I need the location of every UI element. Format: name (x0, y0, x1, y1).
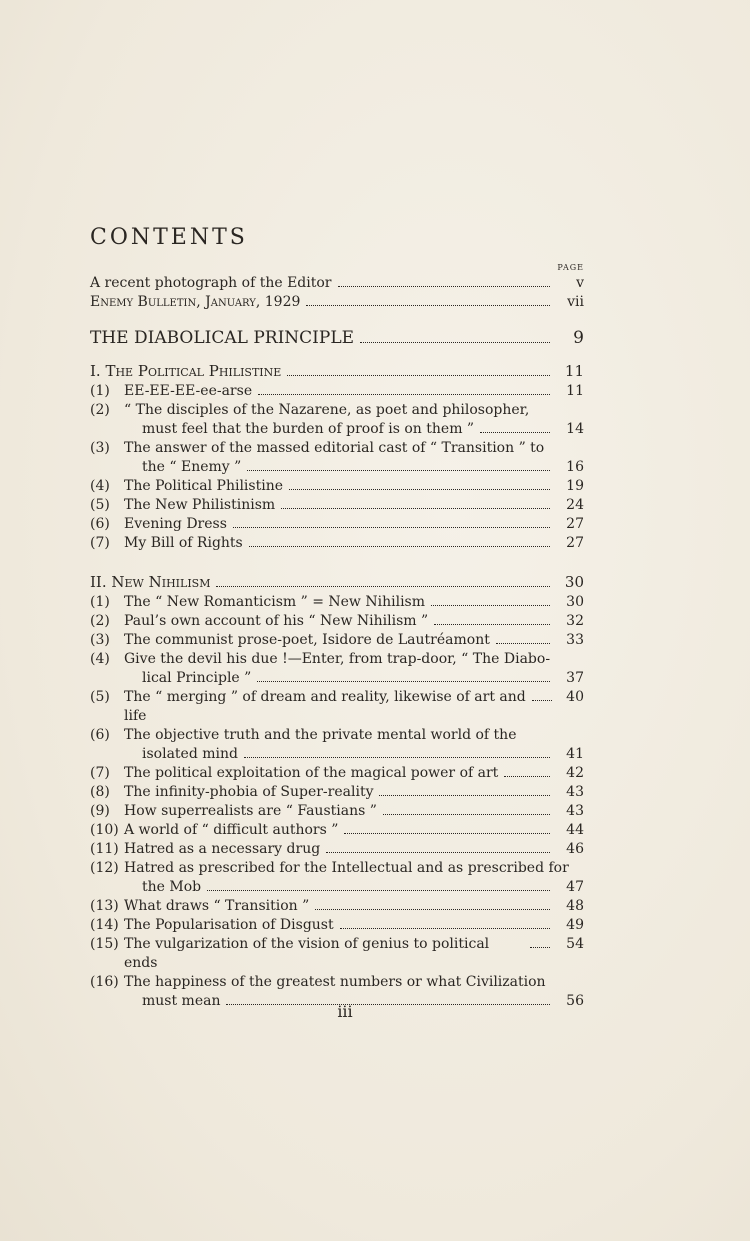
entry-number: (9) (90, 803, 110, 819)
entry-number: (12) (90, 860, 119, 876)
dot-leader (315, 909, 550, 910)
entry-page: 16 (566, 459, 584, 475)
entry-text: “ The disciples of the Nazarene, as poet and philosopher, (124, 402, 530, 418)
toc-line (90, 897, 584, 916)
toc-line (90, 420, 584, 439)
toc-entry (90, 859, 584, 897)
dot-leader (504, 776, 550, 777)
toc-line (90, 821, 584, 840)
toc-line (90, 401, 584, 420)
toc-line (90, 973, 584, 992)
main-title-page: 9 (573, 328, 584, 348)
toc-line (90, 726, 584, 745)
toc-entry (90, 821, 584, 840)
entry-page: 37 (566, 670, 584, 686)
entry-text: The Political Philistine (124, 478, 284, 494)
entry-number: (7) (90, 535, 110, 551)
part1-heading (90, 360, 584, 382)
toc-entry (90, 401, 584, 439)
entry-text: The happiness of the greatest numbers or what Civilization (124, 974, 546, 990)
entry-text: isolated mind (142, 746, 238, 762)
entry-text: Hatred as prescribed for the Intellectual and as prescribed for (124, 860, 569, 876)
part1-title: I. The Political Philistine (90, 362, 282, 380)
main-title-entry (90, 326, 584, 350)
toc-line (90, 477, 584, 496)
toc-line (90, 650, 584, 669)
entry-page: vii (567, 294, 584, 310)
toc-line (90, 764, 584, 783)
part2-title: II. New Nihilism (90, 573, 211, 591)
entry-page: 46 (566, 841, 584, 857)
part1-items (90, 382, 584, 553)
dot-leader (496, 643, 550, 644)
entry-text: Give the devil his due !—Enter, from trap-door, “ The Diabo- (124, 651, 551, 667)
toc-line (90, 783, 584, 802)
entry-page: 24 (566, 497, 584, 513)
toc-line (90, 612, 584, 631)
entry-number: (6) (90, 727, 110, 743)
entry-text: The vulgarization of the vision of genius to political ends (124, 936, 490, 971)
dot-leader (340, 928, 550, 929)
dot-leader (434, 624, 550, 625)
toc-entry (90, 783, 584, 802)
entry-number: (10) (90, 822, 119, 838)
entry-number: (7) (90, 765, 110, 781)
dot-leader (338, 286, 551, 287)
toc-line (90, 802, 584, 821)
dot-leader (226, 1004, 550, 1005)
toc-line (90, 534, 584, 553)
entry-number: (2) (90, 402, 110, 418)
entry-number: (4) (90, 478, 110, 494)
dot-leader (249, 546, 550, 547)
entry-number: (14) (90, 917, 119, 933)
entry-text: the Mob (142, 879, 202, 895)
dot-leader (244, 757, 550, 758)
entry-number: (8) (90, 784, 110, 800)
page-column-label: PAGE (557, 263, 584, 272)
toc-entry (90, 802, 584, 821)
dot-leader (216, 586, 550, 587)
entry-text: The political exploitation of the magical power of art (124, 765, 499, 781)
entry-page: 47 (566, 879, 584, 895)
entry-page: 14 (566, 421, 584, 437)
entry-page: 11 (566, 383, 584, 399)
front-matter-entry (90, 274, 584, 293)
dot-leader (530, 947, 550, 948)
entry-text: How superrealists are “ Faustians ” (124, 803, 377, 819)
part2-items (90, 593, 584, 1011)
entry-text: Enemy Bulletin, January, 1929 (90, 294, 301, 310)
entry-number: (5) (90, 497, 110, 513)
entry-number: (6) (90, 516, 110, 532)
dot-leader (326, 852, 550, 853)
toc-line (90, 916, 584, 935)
entry-page: 40 (566, 689, 584, 705)
toc-entry (90, 726, 584, 764)
dot-leader (247, 470, 550, 471)
entry-number: (4) (90, 651, 110, 667)
entry-text: The objective truth and the private mental world of the (124, 727, 517, 743)
toc-line (90, 458, 584, 477)
entry-page: 43 (566, 803, 584, 819)
entry-number: (3) (90, 440, 110, 456)
toc-line (90, 688, 584, 726)
dot-leader (379, 795, 550, 796)
entry-page: v (576, 275, 584, 291)
entry-page: 27 (566, 516, 584, 532)
toc-entry (90, 840, 584, 859)
entry-text: lical Principle ” (142, 670, 252, 686)
dot-leader (281, 508, 550, 509)
dot-leader (289, 489, 550, 490)
part1-page: 11 (564, 362, 584, 380)
toc-line (90, 593, 584, 612)
toc-entry (90, 534, 584, 553)
page-title: CONTENTS (90, 225, 248, 250)
part2-heading (90, 571, 584, 593)
entry-number: (1) (90, 594, 110, 610)
entry-page: 44 (566, 822, 584, 838)
toc-line (90, 935, 584, 973)
dot-leader (383, 814, 550, 815)
toc-entry (90, 612, 584, 631)
entry-number: (3) (90, 632, 110, 648)
entry-text: The communist prose-poet, Isidore de Lautréamont (124, 632, 490, 648)
dot-leader (306, 305, 550, 306)
entry-text: The infinity-phobia of Super-reality (124, 784, 374, 800)
entry-text: The “ New Romanticism ” = New Nihilism (124, 594, 425, 610)
entry-text: Hatred as a necessary drug (124, 841, 321, 857)
entry-page: 56 (566, 993, 584, 1009)
toc-entry (90, 935, 584, 973)
entry-text: Evening Dress (124, 516, 227, 532)
toc-entry (90, 897, 584, 916)
entry-text: must mean (142, 993, 221, 1009)
entry-page: 42 (566, 765, 584, 781)
entry-text: What draws “ Transition ” (124, 898, 310, 914)
entry-number: (11) (90, 841, 119, 857)
toc-line (90, 439, 584, 458)
entry-number: (5) (90, 689, 110, 705)
dot-leader (480, 432, 550, 433)
part2-page: 30 (564, 573, 584, 591)
entry-text: Paul’s own account of his “ New Nihilism ” (124, 613, 429, 629)
entry-page: 30 (566, 594, 584, 610)
toc-entry (90, 477, 584, 496)
entry-page: 43 (566, 784, 584, 800)
toc-line (90, 745, 584, 764)
entry-text: The answer of the massed editorial cast of “ Transition ” to (124, 440, 545, 456)
entry-text: the “ Enemy ” (142, 459, 242, 475)
toc-line (90, 859, 584, 878)
toc-line (90, 669, 584, 688)
entry-text: The New Philistinism (124, 497, 276, 513)
dot-leader (233, 527, 550, 528)
entry-page: 19 (566, 478, 584, 494)
toc-line (90, 631, 584, 650)
toc-entry (90, 439, 584, 477)
entry-page: 49 (566, 917, 584, 933)
dot-leader (207, 890, 550, 891)
dot-leader (258, 394, 550, 395)
entry-page: 54 (566, 936, 584, 952)
toc-entry (90, 496, 584, 515)
front-matter-list (90, 274, 584, 312)
front-matter-entry (90, 293, 584, 312)
entry-text: The Popularisation of Disgust (124, 917, 334, 933)
toc-entry (90, 764, 584, 783)
dot-leader (257, 681, 550, 682)
dot-leader (431, 605, 550, 606)
entry-page: 33 (566, 632, 584, 648)
toc-entry (90, 688, 584, 726)
dot-leader (360, 342, 550, 343)
entry-text: A world of “ difficult authors ” (124, 822, 339, 838)
entry-page: 48 (566, 898, 584, 914)
table-of-contents (90, 224, 584, 1011)
entry-number: (15) (90, 936, 119, 952)
toc-line (90, 878, 584, 897)
toc-entry (90, 593, 584, 612)
entry-text: A recent photograph of the Editor (90, 275, 332, 291)
entry-page: 41 (566, 746, 584, 762)
entry-text: must feel that the burden of proof is on them ” (142, 421, 475, 437)
toc-line (90, 382, 584, 401)
toc-entry (90, 916, 584, 935)
dot-leader (532, 700, 552, 701)
entry-number: (1) (90, 383, 110, 399)
toc-line (90, 496, 584, 515)
entry-text: EE-EE-EE-ee-arse (124, 383, 253, 399)
main-title-text: THE DIABOLICAL PRINCIPLE (90, 328, 355, 348)
entry-number: (2) (90, 613, 110, 629)
toc-line (90, 515, 584, 534)
dot-leader (287, 375, 550, 376)
toc-entry (90, 515, 584, 534)
dot-leader (344, 833, 550, 834)
entry-page: 27 (566, 535, 584, 551)
entry-text: My Bill of Rights (124, 535, 243, 551)
toc-entry (90, 382, 584, 401)
toc-entry (90, 631, 584, 650)
entry-text: The “ merging ” of dream and reality, likewise of art and life (124, 689, 526, 724)
entry-page: 32 (566, 613, 584, 629)
entry-number: (13) (90, 898, 119, 914)
page-number: iii (337, 1002, 353, 1021)
toc-entry (90, 650, 584, 688)
toc-line (90, 840, 584, 859)
entry-number: (16) (90, 974, 119, 990)
